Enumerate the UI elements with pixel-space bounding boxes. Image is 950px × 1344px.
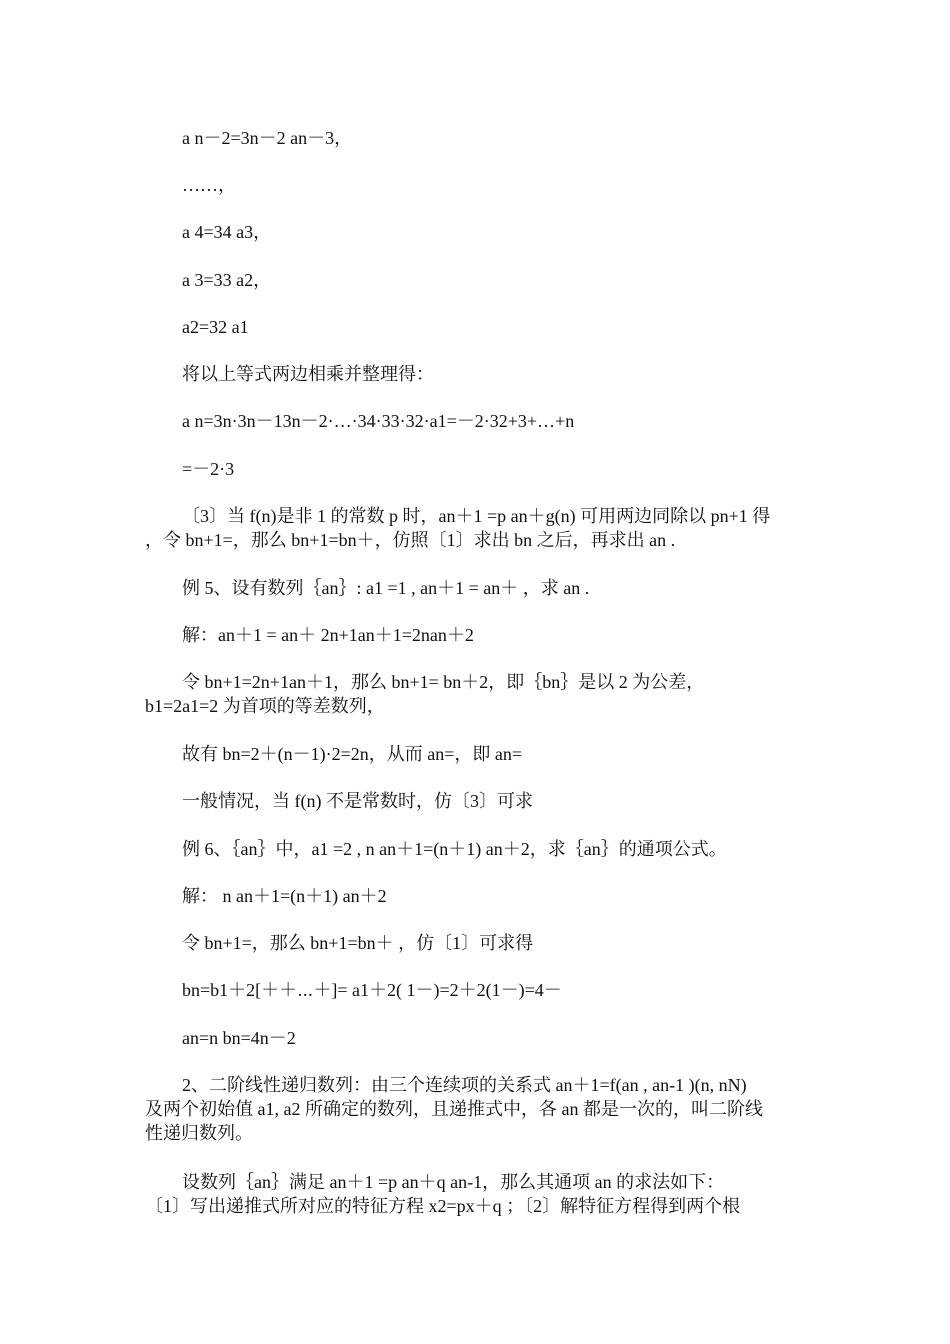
equation-line: a2=32 a1 bbox=[182, 317, 249, 337]
result-5: 故有 bn=2＋(n－1)·2=2n，从而 an=，即 an= bbox=[182, 744, 523, 764]
paragraph-line: 令 bn+1=2n+1an＋1，那么 bn+1= bn＋2，即｛bn｝是以 2 为公差， bbox=[182, 672, 705, 692]
paragraph-line: 性递归数列。 bbox=[145, 1123, 253, 1143]
paragraph-line: 及两个初始值 a1, a2 所确定的数列，且递推式中，各 an 都是一次的，叫二阶线 bbox=[145, 1099, 763, 1119]
equation-line: a 4=34 a3， bbox=[182, 222, 272, 242]
equation-line: a n=3n·3n－13n－2·…·34·33·32·a1=－2·32+3+…+n bbox=[182, 411, 575, 431]
general-note: 一般情况，当 f(n) 不是常数时，仿〔3〕可求 bbox=[182, 791, 533, 811]
equation-line: =－2·3 bbox=[182, 459, 235, 479]
paragraph-line: 〔1〕写出递推式所对应的特征方程 x2=px＋q ；〔2〕解特征方程得到两个根 bbox=[145, 1196, 741, 1216]
equation-line: a 3=33 a2， bbox=[182, 270, 272, 290]
step-6c: an=n bn=4n－2 bbox=[182, 1028, 296, 1048]
solution-5: 解：an＋1 = an＋ 2n+1an＋1=2nan＋2 bbox=[182, 625, 474, 645]
paragraph-line: b1=2a1=2 为首项的等差数列， bbox=[145, 696, 385, 716]
paragraph-line: 设数列｛an｝满足 an＋1 =p an＋q an-1，那么其通项 an 的求法如下： bbox=[182, 1172, 725, 1192]
paragraph-second-order bbox=[145, 1073, 805, 1145]
paragraph-case-3 bbox=[145, 504, 805, 552]
paragraph-line: 2、二阶线性递归数列：由三个连续项的关系式 an＋1=f(an , an-1 )(n, nN) bbox=[182, 1075, 747, 1095]
solution-6: 解： n an＋1=(n＋1) an＋2 bbox=[182, 886, 387, 906]
example-6: 例 6、｛an｝中，a1 =2 , n an＋1=(n＋1) an＋2，求｛an｝的通项公式。 bbox=[182, 839, 727, 859]
step-6a: 令 bn+1=，那么 bn+1=bn＋ ，仿〔1〕可求得 bbox=[182, 933, 534, 953]
paragraph-method bbox=[145, 1170, 805, 1218]
paragraph-line: 〔3〕当 f(n)是非 1 的常数 p 时，an＋1 =p an＋g(n) 可用两边同除以 pn+1 得 bbox=[182, 506, 771, 526]
ellipsis-line: ……， bbox=[182, 175, 236, 195]
paragraph-substitution bbox=[145, 670, 805, 718]
step-6b: bn=b1＋2[＋＋⋯＋]= a1＋2( 1－)=2＋2(1－)=4－ bbox=[182, 980, 562, 1000]
text-line: 将以上等式两边相乘并整理得： bbox=[182, 364, 434, 384]
equation-line: a n－2=3n－2 an－3， bbox=[182, 128, 353, 148]
paragraph-line: ，令 bn+1=，那么 bn+1=bn＋，仿照〔1〕求出 bn 之后，再求出 an . bbox=[145, 530, 676, 550]
example-5: 例 5、设有数列｛an｝: a1 =1 , an＋1 = an＋ ，求 an . bbox=[182, 578, 590, 598]
